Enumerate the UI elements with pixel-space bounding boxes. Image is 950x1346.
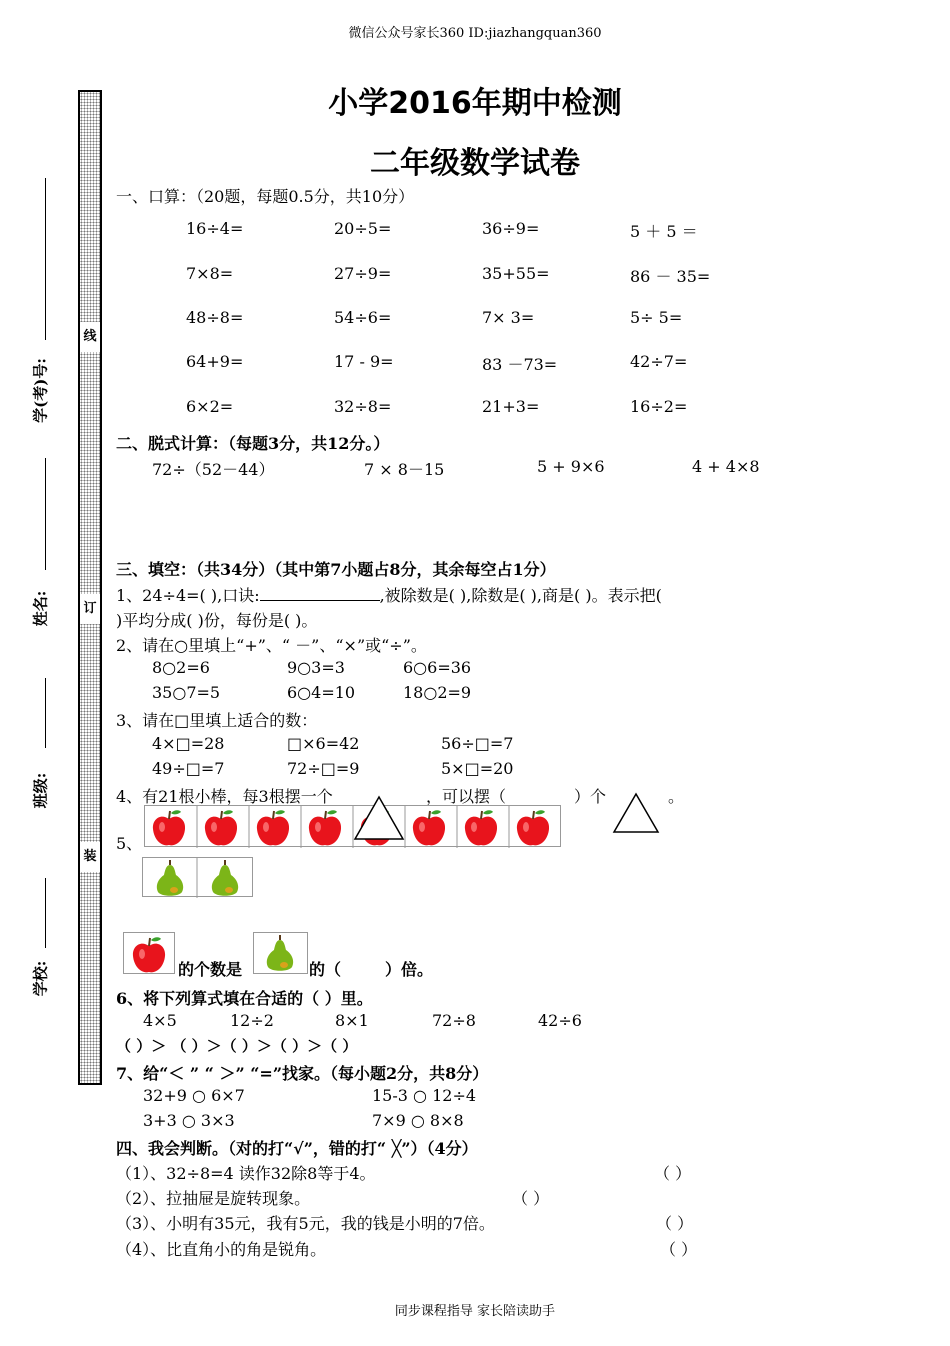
binding-strip [78,90,102,1085]
q2-item: 35○7=5 [152,683,221,702]
q6-title: 6、将下列算式填在合适的（ ）里。 [116,989,373,1008]
pear-icon [253,932,308,974]
exam-title: 小学2016年期中检测 [328,86,622,121]
q2-item: 6○6=36 [403,658,472,677]
class-label: 班级: [31,772,50,809]
q4-text-a: 4、有21根小棒，每3根摆一个 [116,787,333,806]
q1-text-a: 1、24÷4=( ),口诀: [116,586,260,605]
judge-blank[interactable]: （ ） [660,1240,698,1259]
q2-title: 2、请在○里填上“+”、“ －”、“×”或“÷”。 [116,636,427,655]
judge-blank[interactable]: （ ） [656,1214,694,1233]
judge-blank[interactable]: （ ） [512,1189,550,1208]
oral-calc-item: 27÷9= [334,264,392,283]
oral-calc-item: 35+55= [482,264,550,283]
q3-item: □×6=42 [287,734,360,753]
q7-item: 3+3 ○ 3×3 [143,1111,235,1130]
triangle-icon [612,792,660,834]
q6-item: 4×5 [143,1011,177,1030]
page-footer: 同步课程指导 家长陪读助手 [394,1304,556,1319]
stepwise-item: 72÷（52－44） [152,460,275,479]
q7-title: 7、给“＜ ” “ ＞” “=”找家。（每小题2分，共8分） [116,1064,489,1083]
q5-text-a: 的个数是 [178,960,243,979]
judge-blank[interactable]: （ ） [654,1164,692,1183]
oral-calc-item: 64+9= [186,352,244,371]
oral-calc-item: 36÷9= [482,219,540,238]
judge-item: （2）、拉抽屉是旋转现象。 [116,1189,311,1208]
q7-item: 32+9 ○ 6×7 [143,1086,245,1105]
section1-title: 一、口算：（20题，每题0.5分，共10分） [116,187,415,206]
q5-text-b: 的（ [309,960,342,979]
q4-text-c: ）个 [574,787,607,806]
oral-calc-item: 20÷5= [334,219,392,238]
section4-title: 四、我会判断。（对的打“√”，错的打“ ╳”）（4分） [116,1139,478,1158]
oral-calc-item: 6×2= [186,397,234,416]
oral-calc-item: 16÷2= [630,397,688,416]
name-label: 姓名: [31,590,50,627]
oral-calc-item: 5 ＋ 5 ＝ [630,222,698,241]
binder-mark-zhuang: 装 [80,842,100,872]
oral-calc-item: 7× 3= [482,308,535,327]
q6-blanks[interactable]: （ ）＞ （ ）＞（ ）＞（ ）＞（ ） [116,1037,358,1055]
binder-mark-line: 线 [80,322,100,352]
oral-calc-item: 21+3= [482,397,540,416]
pear-row-art [143,858,254,898]
oral-calc-item: 54÷6= [334,308,392,327]
q3-item: 56÷□=7 [441,734,514,753]
q1-text-b: ,被除数是( ),除数是( ),商是( )。表示把( [379,586,662,605]
triangle-icon [352,794,406,842]
q2-item: 9○3=3 [287,658,345,677]
judge-item: （3）、小明有35元，我有5元，我的钱是小明的7倍。 [116,1214,495,1233]
q2-item: 6○4=10 [287,683,356,702]
oral-calc-item: 32÷8= [334,397,392,416]
oral-calc-item: 17 - 9= [334,352,394,371]
student-no-label: 学(考)号: [31,358,50,423]
oral-calc-item: 86 － 35= [630,267,711,286]
q6-item: 8×1 [335,1011,369,1030]
q1-formula-blank[interactable] [260,586,380,601]
q7-item: 15-3 ○ 12÷4 [372,1086,477,1105]
section2-title: 二、脱式计算：（每题3分，共12分。） [116,434,390,453]
q4-text-b: ，可以摆（ [426,787,507,806]
q6-item: 72÷8 [432,1011,476,1030]
exam-subtitle: 二年级数学试卷 [370,146,580,181]
judge-item: （1）、32÷8=4 读作32除8等于4。 [116,1164,376,1183]
oral-calc-item: 83 －73= [482,355,558,374]
q7-item: 7×9 ○ 8×8 [372,1111,464,1130]
school-line[interactable] [45,878,46,948]
school-label: 学校: [31,960,50,997]
q4-text-d: 。 [668,787,685,806]
q2-item: 18○2=9 [403,683,472,702]
student-no-line[interactable] [45,178,46,340]
binder-mark-ding: 订 [80,594,100,624]
q5-text-c: ）倍。 [385,960,434,979]
oral-calc-item: 42÷7= [630,352,688,371]
q3-title: 3、请在□里填上适合的数： [116,711,318,730]
name-line[interactable] [45,458,46,570]
oral-calc-item: 5÷ 5= [630,308,683,327]
stepwise-item: 5 + 9×6 [537,457,605,476]
oral-calc-item: 16÷4= [186,219,244,238]
pear-row [142,857,253,897]
q3-item: 5×□=20 [441,759,514,778]
oral-calc-item: 7×8= [186,264,234,283]
q3-item: 49÷□=7 [152,759,225,778]
page-header: 微信公众号家长360 ID:jiazhangquan360 [348,26,602,41]
q1-line [116,583,662,606]
section3-title: 三、填空：（共34分）（其中第7小题占8分，其余每空占1分） [116,560,556,579]
q6-item: 42÷6 [538,1011,582,1030]
q3-item: 4×□=28 [152,734,225,753]
stepwise-item: 7 × 8－15 [364,460,445,479]
q1-text-c: )平均分成( )份，每份是( )。 [116,611,318,630]
class-line[interactable] [45,678,46,748]
oral-calc-item: 48÷8= [186,308,244,327]
q5-label: 5、 [116,834,143,853]
q6-item: 12÷2 [230,1011,274,1030]
q2-item: 8○2=6 [152,658,210,677]
stepwise-item: 4 + 4×8 [692,457,760,476]
apple-icon [123,932,175,974]
q3-item: 72÷□=9 [287,759,360,778]
judge-item: （4）、比直角小的角是锐角。 [116,1240,327,1259]
